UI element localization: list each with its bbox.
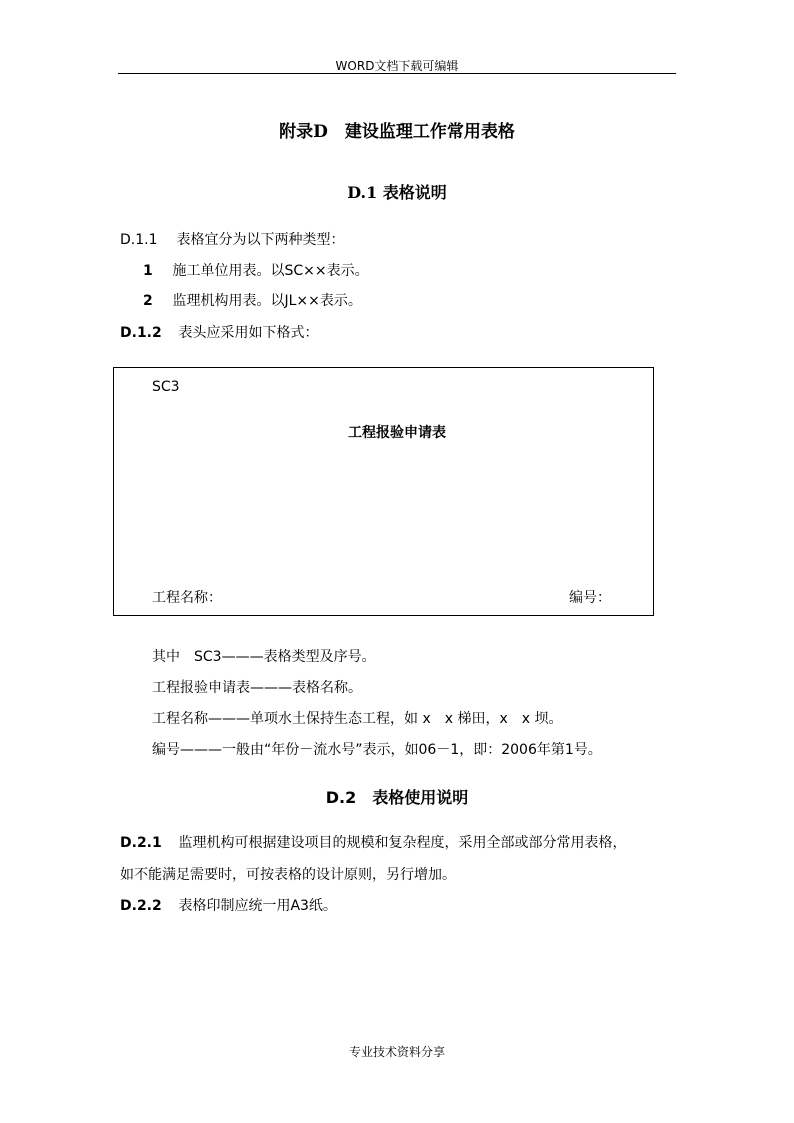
clause-d221 — [120, 832, 626, 852]
clause-d111 — [120, 229, 344, 249]
clause-text: 表格印制应统一用A3纸。 — [178, 898, 337, 914]
note-line: 其中 SC3———表格类型及序号。 — [152, 649, 376, 665]
list-number: 1 — [143, 263, 153, 279]
sample-form-title: 工程报验申请表 — [348, 425, 446, 441]
list-item-2 — [143, 290, 362, 310]
appendix-title: 附录D 建设监理工作常用表格 — [279, 122, 515, 142]
page-footer: 专业技术资料分享 — [348, 1045, 445, 1059]
clause-number: D.2.2 — [120, 898, 162, 914]
page-header: WORD文档下载可编辑 — [335, 59, 459, 73]
sample-project-label: 工程名称： — [152, 590, 222, 606]
clause-number: D.2.1 — [120, 835, 162, 851]
clause-number: D.1.2 — [120, 325, 162, 341]
clause-text: 表格宜分为以下两种类型： — [176, 232, 345, 248]
clause-d221-continuation: 如不能满足需要时，可按表格的设计原则，另行增加。 — [120, 867, 456, 883]
sample-form-header-box — [113, 367, 654, 616]
note-line: 编号———一般由“年份－流水号”表示，如06－1，即：2006年第1号。 — [152, 742, 602, 758]
note-line: 工程名称———单项水土保持生态工程，如 x x 梯田，x x 坝。 — [152, 711, 563, 727]
clause-d222 — [120, 895, 337, 915]
clause-text: 监理机构可根据建设项目的规模和复杂程度，采用全部或部分常用表格， — [178, 835, 627, 851]
clause-d112 — [120, 322, 318, 342]
clause-number: D.1.1 — [120, 232, 158, 248]
header-rule — [118, 73, 676, 74]
section-d1-heading: D.1 表格说明 — [347, 183, 447, 202]
note-line: 工程报验申请表———表格名称。 — [152, 680, 362, 696]
section-d2-heading: D.2 表格使用说明 — [325, 788, 469, 807]
sample-form-code: SC3 — [152, 379, 180, 395]
list-text: 施工单位用表。以SC××表示。 — [172, 263, 369, 279]
sample-number-label: 编号： — [569, 590, 611, 606]
list-text: 监理机构用表。以JL××表示。 — [172, 293, 362, 309]
list-number: 2 — [143, 293, 153, 309]
clause-text: 表头应采用如下格式： — [178, 325, 319, 341]
list-item-1 — [143, 260, 369, 280]
